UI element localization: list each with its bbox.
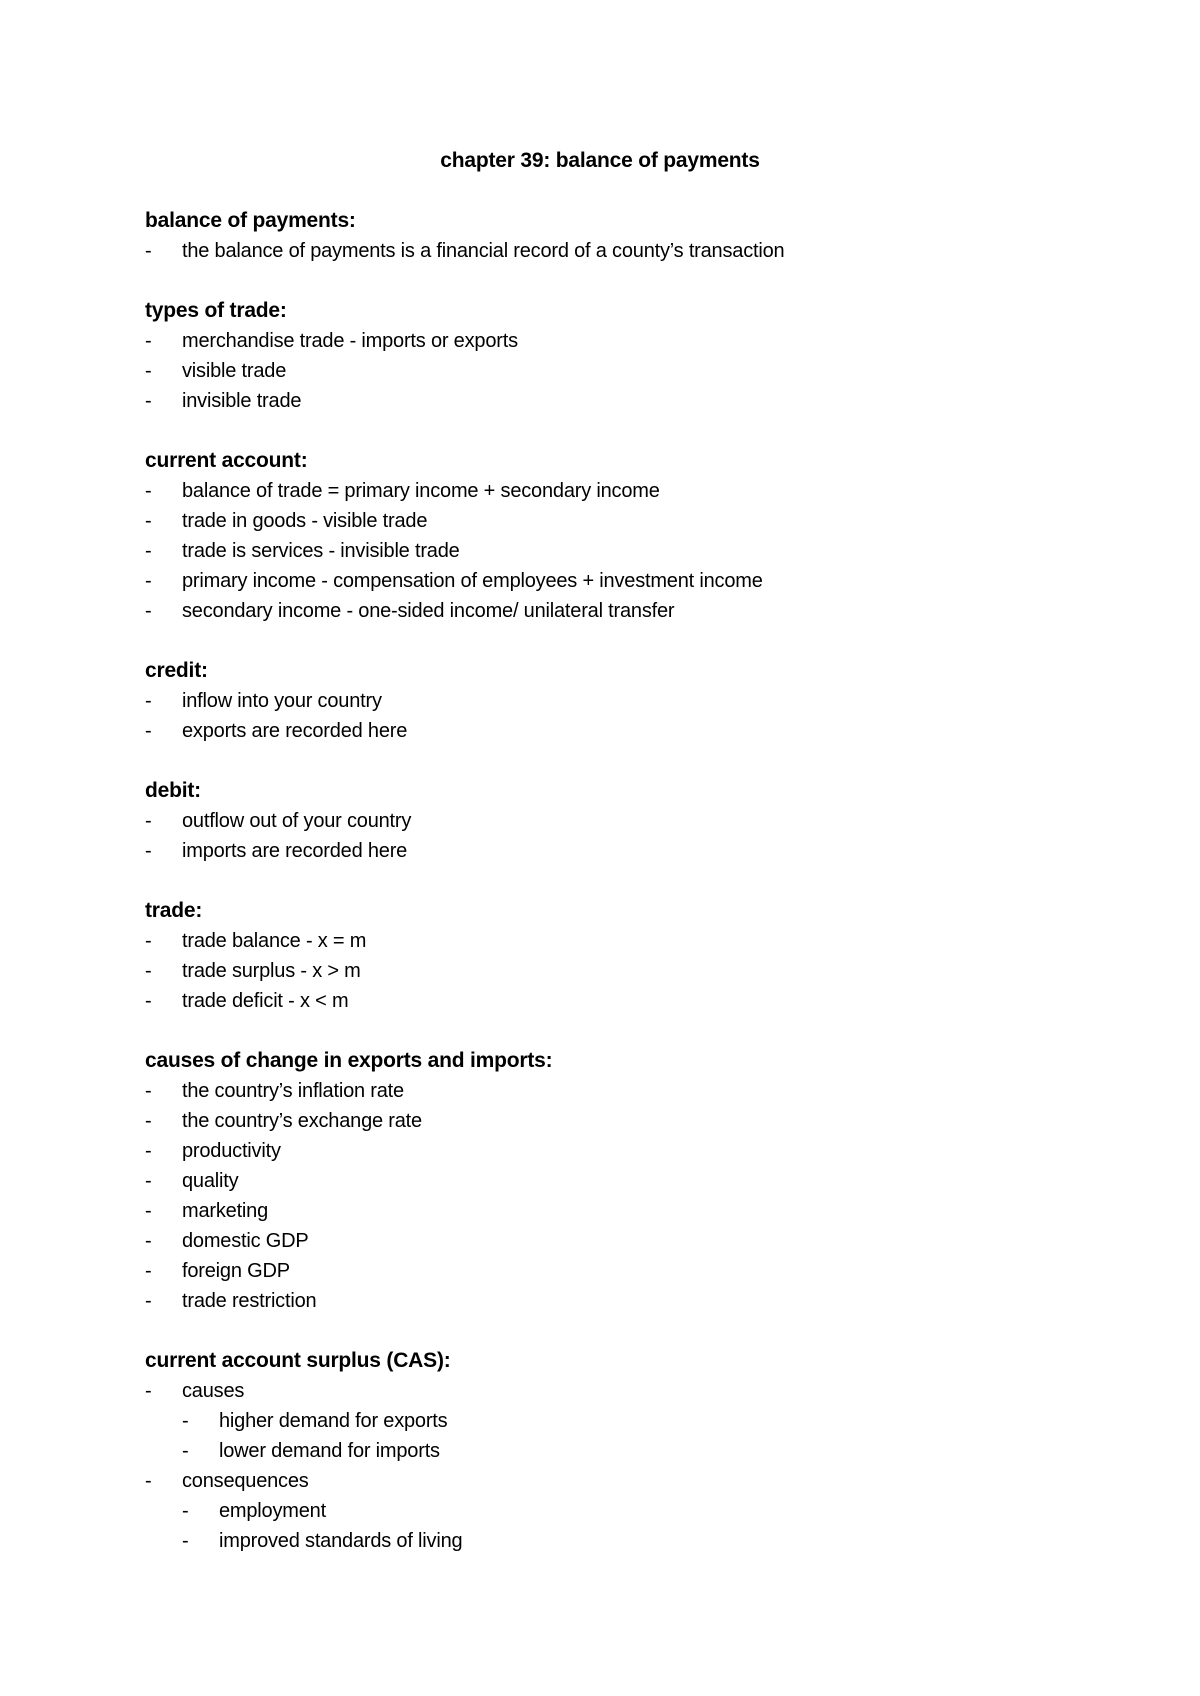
list-item-text: causes (182, 1380, 245, 1402)
dash-bullet-icon: - (145, 960, 152, 982)
list-item-text: lower demand for imports (219, 1440, 440, 1462)
list-item-text: outflow out of your country (182, 810, 412, 832)
dash-bullet-icon: - (145, 600, 152, 622)
list-item-text: trade in goods - visible trade (182, 510, 428, 532)
list-item-text: trade restriction (182, 1290, 317, 1312)
list-item-text: trade balance - x = m (182, 930, 367, 952)
list-item-text: foreign GDP (182, 1260, 290, 1282)
sub-list-item (145, 1526, 1125, 1556)
list-item (145, 506, 1125, 536)
dash-bullet-icon: - (145, 1080, 152, 1102)
dash-bullet-icon: - (182, 1440, 189, 1462)
list-item-text: inflow into your country (182, 690, 382, 712)
list-item-text: the country’s exchange rate (182, 1110, 422, 1132)
list-item (145, 566, 1125, 596)
list-item (145, 1166, 1125, 1196)
section (145, 656, 1125, 746)
dash-bullet-icon: - (145, 1140, 152, 1162)
section-heading: debit: (145, 779, 201, 802)
list-item-text: employment (219, 1500, 326, 1522)
dash-bullet-icon: - (145, 690, 152, 712)
dash-bullet-icon: - (145, 480, 152, 502)
dash-bullet-icon: - (182, 1410, 189, 1432)
list-item (145, 476, 1125, 506)
list-item (145, 986, 1125, 1016)
list-item-text: secondary income - one-sided income/ unilateral transfer (182, 600, 675, 622)
dash-bullet-icon: - (145, 810, 152, 832)
list-item (145, 1196, 1125, 1226)
list-item (145, 236, 1125, 266)
sub-list-item (145, 1406, 1125, 1436)
list-item-text: higher demand for exports (219, 1410, 448, 1432)
list-item (145, 1136, 1125, 1166)
list-item-text: trade deficit - x < m (182, 990, 349, 1012)
section-heading: credit: (145, 659, 208, 682)
dash-bullet-icon: - (145, 390, 152, 412)
dash-bullet-icon: - (145, 330, 152, 352)
list-item-text: primary income - compensation of employees + investment income (182, 570, 763, 592)
section (145, 776, 1125, 866)
dash-bullet-icon: - (145, 840, 152, 862)
list-item-text: domestic GDP (182, 1230, 309, 1252)
dash-bullet-icon: - (145, 1260, 152, 1282)
document-title: chapter 39: balance of payments (440, 149, 760, 172)
list-item (145, 716, 1125, 746)
sub-list-item (145, 1436, 1125, 1466)
list-item (145, 1106, 1125, 1136)
list-item (145, 806, 1125, 836)
section (145, 896, 1125, 1016)
dash-bullet-icon: - (145, 1230, 152, 1252)
sub-list-item (145, 1496, 1125, 1526)
list-item-text: productivity (182, 1140, 281, 1162)
dash-bullet-icon: - (145, 1380, 152, 1402)
section (145, 1046, 1125, 1316)
list-item-text: exports are recorded here (182, 720, 408, 742)
section-heading: current account: (145, 449, 308, 472)
list-item-text: the country’s inflation rate (182, 1080, 404, 1102)
list-item (145, 956, 1125, 986)
list-item (145, 1226, 1125, 1256)
dash-bullet-icon: - (145, 1470, 152, 1492)
list-item (145, 1376, 1125, 1406)
dash-bullet-icon: - (145, 990, 152, 1012)
list-item (145, 1466, 1125, 1496)
list-item-text: balance of trade = primary income + secondary income (182, 480, 660, 502)
list-item-text: visible trade (182, 360, 287, 382)
list-item (145, 1076, 1125, 1106)
list-item (145, 1286, 1125, 1316)
list-item (145, 386, 1125, 416)
dash-bullet-icon: - (145, 1110, 152, 1132)
list-item (145, 356, 1125, 386)
dash-bullet-icon: - (145, 240, 152, 262)
list-item-text: trade surplus - x > m (182, 960, 361, 982)
dash-bullet-icon: - (145, 540, 152, 562)
list-item (145, 686, 1125, 716)
list-item-text: consequences (182, 1470, 309, 1492)
list-item-text: improved standards of living (219, 1530, 463, 1552)
section-heading: balance of payments: (145, 209, 356, 232)
section (145, 206, 1125, 266)
list-item (145, 836, 1125, 866)
dash-bullet-icon: - (145, 510, 152, 532)
dash-bullet-icon: - (182, 1530, 189, 1552)
dash-bullet-icon: - (182, 1500, 189, 1522)
list-item-text: trade is services - invisible trade (182, 540, 460, 562)
dash-bullet-icon: - (145, 720, 152, 742)
list-item (145, 926, 1125, 956)
dash-bullet-icon: - (145, 360, 152, 382)
list-item-text: invisible trade (182, 390, 302, 412)
list-item-text: imports are recorded here (182, 840, 408, 862)
section-heading: trade: (145, 899, 203, 922)
dash-bullet-icon: - (145, 930, 152, 952)
list-item (145, 1256, 1125, 1286)
section-heading: types of trade: (145, 299, 287, 322)
list-item-text: the balance of payments is a financial record of a county’s transaction (182, 240, 785, 262)
document-body (145, 206, 1125, 1586)
list-item-text: merchandise trade - imports or exports (182, 330, 518, 352)
dash-bullet-icon: - (145, 1200, 152, 1222)
section-heading: causes of change in exports and imports: (145, 1049, 553, 1072)
section (145, 1346, 1125, 1556)
list-item (145, 596, 1125, 626)
list-item-text: marketing (182, 1200, 269, 1222)
section (145, 446, 1125, 626)
dash-bullet-icon: - (145, 570, 152, 592)
list-item (145, 326, 1125, 356)
list-item (145, 536, 1125, 566)
section-heading: current account surplus (CAS): (145, 1349, 451, 1372)
dash-bullet-icon: - (145, 1170, 152, 1192)
list-item-text: quality (182, 1170, 239, 1192)
section (145, 296, 1125, 416)
dash-bullet-icon: - (145, 1290, 152, 1312)
